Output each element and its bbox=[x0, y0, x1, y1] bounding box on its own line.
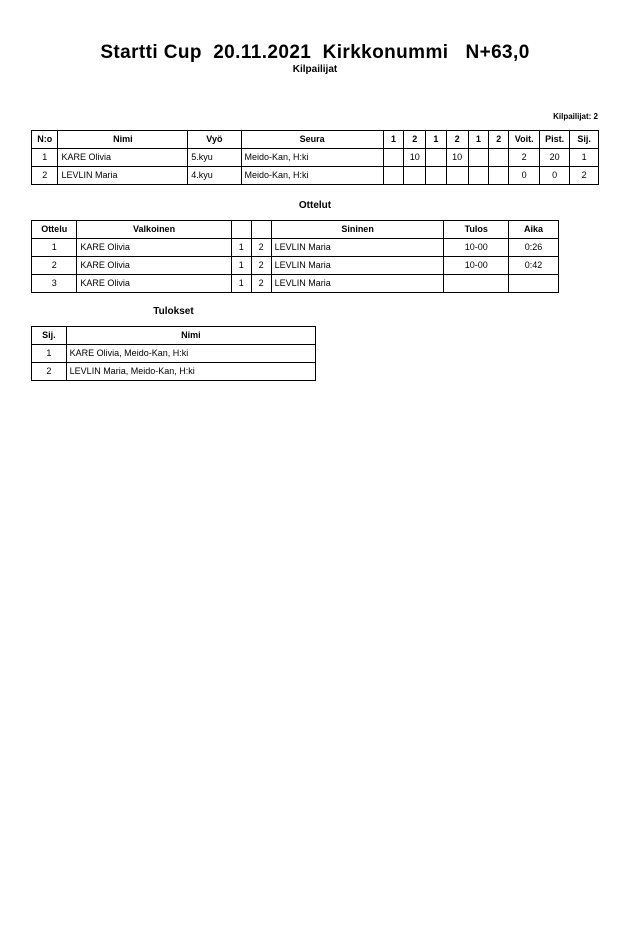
cell-match-no: 3 bbox=[32, 275, 77, 293]
cell-white-points: 1 bbox=[231, 257, 251, 275]
cell-place: 1 bbox=[570, 149, 599, 167]
cell-blue: LEVLIN Maria bbox=[271, 275, 444, 293]
col-header-place: Sij. bbox=[32, 327, 67, 345]
cell-round-2 bbox=[404, 167, 426, 185]
cell-match-no: 2 bbox=[32, 257, 77, 275]
col-header-name: Nimi bbox=[66, 327, 315, 345]
table-row bbox=[32, 257, 559, 275]
cell-place: 2 bbox=[570, 167, 599, 185]
col-header-white-points bbox=[231, 221, 251, 239]
table-header-row bbox=[32, 131, 599, 149]
matches-table bbox=[31, 220, 559, 293]
table-header-row bbox=[32, 327, 316, 345]
cell-round-4: 10 bbox=[446, 149, 468, 167]
col-header-round-6: 2 bbox=[489, 131, 509, 149]
cell-blue-points: 2 bbox=[251, 239, 271, 257]
table-row bbox=[32, 167, 599, 185]
table-header-row bbox=[32, 221, 559, 239]
cell-time: 0:26 bbox=[509, 239, 559, 257]
cell-white-points: 1 bbox=[231, 275, 251, 293]
results-table-wrapper bbox=[31, 326, 316, 381]
table-row bbox=[32, 363, 316, 381]
col-header-round-4: 2 bbox=[446, 131, 468, 149]
cell-result: 10-00 bbox=[444, 257, 509, 275]
results-section-label-wrapper bbox=[31, 306, 316, 317]
page-title: Startti Cup 20.11.2021 Kirkkonummi N+63,0 bbox=[100, 42, 530, 63]
cell-blue: LEVLIN Maria bbox=[271, 239, 444, 257]
cell-round-1 bbox=[383, 149, 403, 167]
cell-round-4 bbox=[446, 167, 468, 185]
results-section-label: Tulokset bbox=[153, 306, 194, 317]
competitors-count: Kilpailijat: 2 bbox=[553, 112, 598, 121]
col-header-club: Seura bbox=[241, 131, 383, 149]
cell-points: 0 bbox=[539, 167, 570, 185]
cell-round-5 bbox=[468, 149, 488, 167]
cell-blue-points: 2 bbox=[251, 257, 271, 275]
cell-blue: LEVLIN Maria bbox=[271, 257, 444, 275]
results-table bbox=[31, 326, 316, 381]
col-header-wins: Voit. bbox=[509, 131, 539, 149]
cell-result bbox=[444, 275, 509, 293]
matches-table-wrapper bbox=[31, 220, 559, 293]
cell-wins: 0 bbox=[509, 167, 539, 185]
col-header-time: Aika bbox=[509, 221, 559, 239]
cell-name: LEVLIN Maria, Meido-Kan, H:ki bbox=[66, 363, 315, 381]
table-row bbox=[32, 239, 559, 257]
col-header-name: Nimi bbox=[58, 131, 188, 149]
cell-place: 2 bbox=[32, 363, 67, 381]
cell-time: 0:42 bbox=[509, 257, 559, 275]
col-header-round-3: 1 bbox=[426, 131, 446, 149]
cell-result: 10-00 bbox=[444, 239, 509, 257]
col-header-place: Sij. bbox=[570, 131, 599, 149]
competitors-table bbox=[31, 130, 599, 185]
cell-wins: 2 bbox=[509, 149, 539, 167]
cell-time bbox=[509, 275, 559, 293]
cell-white-points: 1 bbox=[231, 239, 251, 257]
cell-belt: 5.kyu bbox=[188, 149, 241, 167]
matches-section-label-wrapper bbox=[0, 200, 630, 211]
table-row bbox=[32, 149, 599, 167]
cell-club: Meido-Kan, H:ki bbox=[241, 167, 383, 185]
cell-name: KARE Olivia bbox=[58, 149, 188, 167]
cell-name: LEVLIN Maria bbox=[58, 167, 188, 185]
cell-no: 1 bbox=[32, 149, 58, 167]
document-page bbox=[0, 42, 630, 933]
cell-white: KARE Olivia bbox=[77, 257, 231, 275]
matches-section-label: Ottelut bbox=[298, 200, 332, 211]
cell-belt: 4.kyu bbox=[188, 167, 241, 185]
col-header-white: Valkoinen bbox=[77, 221, 231, 239]
col-header-points: Pist. bbox=[539, 131, 570, 149]
cell-white: KARE Olivia bbox=[77, 275, 231, 293]
cell-round-6 bbox=[489, 149, 509, 167]
competitors-table-wrapper bbox=[31, 130, 599, 185]
cell-no: 2 bbox=[32, 167, 58, 185]
col-header-round-5: 1 bbox=[468, 131, 488, 149]
cell-match-no: 1 bbox=[32, 239, 77, 257]
cell-name: KARE Olivia, Meido-Kan, H:ki bbox=[66, 345, 315, 363]
col-header-blue: Sininen bbox=[271, 221, 444, 239]
cell-round-3 bbox=[426, 167, 446, 185]
col-header-no: N:o bbox=[32, 131, 58, 149]
col-header-round-2: 2 bbox=[404, 131, 426, 149]
cell-club: Meido-Kan, H:ki bbox=[241, 149, 383, 167]
col-header-match: Ottelu bbox=[32, 221, 77, 239]
cell-round-1 bbox=[383, 167, 403, 185]
table-row bbox=[32, 345, 316, 363]
cell-points: 20 bbox=[539, 149, 570, 167]
cell-round-5 bbox=[468, 167, 488, 185]
col-header-result: Tulos bbox=[444, 221, 509, 239]
cell-white: KARE Olivia bbox=[77, 239, 231, 257]
col-header-blue-points bbox=[251, 221, 271, 239]
cell-place: 1 bbox=[32, 345, 67, 363]
competitors-section-label: Kilpailijat bbox=[292, 64, 338, 75]
col-header-belt: Vyö bbox=[188, 131, 241, 149]
cell-blue-points: 2 bbox=[251, 275, 271, 293]
cell-round-3 bbox=[426, 149, 446, 167]
col-header-round-1: 1 bbox=[383, 131, 403, 149]
cell-round-6 bbox=[489, 167, 509, 185]
table-row bbox=[32, 275, 559, 293]
cell-round-2: 10 bbox=[404, 149, 426, 167]
